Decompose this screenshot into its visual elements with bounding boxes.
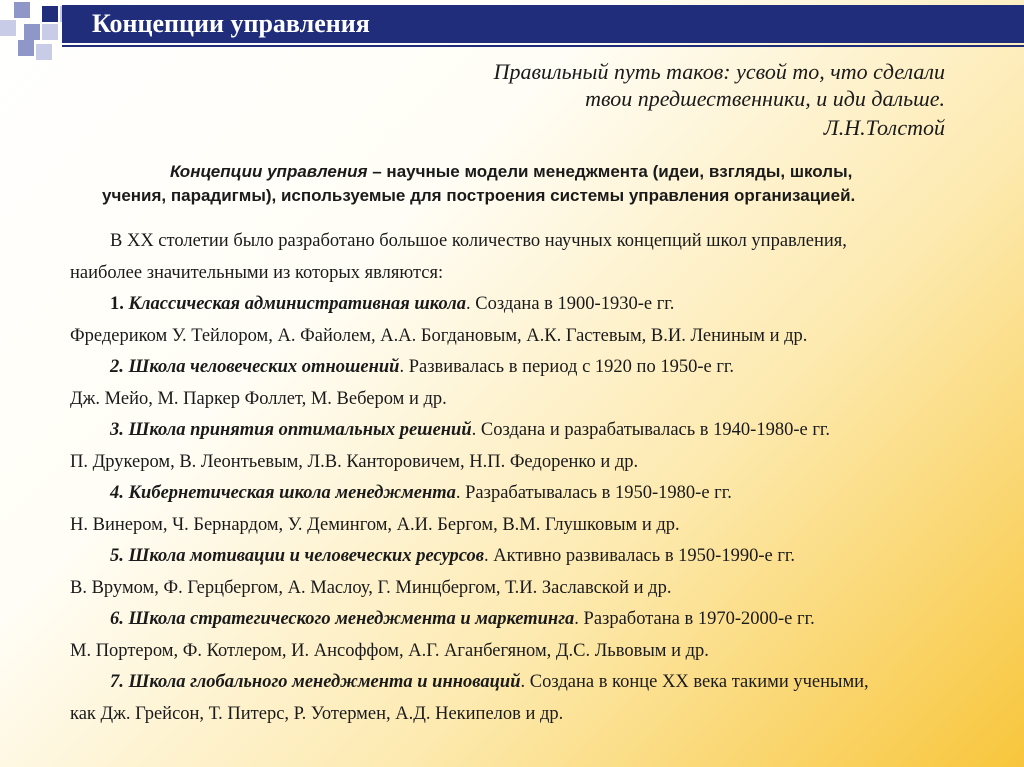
school-heading bbox=[70, 667, 1000, 699]
school-name: Школа глобального менеджмента и инноваций bbox=[128, 672, 521, 692]
definition-text-2: учения, парадигмы), используемые для построения системы управления организацией. bbox=[102, 186, 856, 205]
school-desc: . Создана в 1900-1930-е гг. bbox=[466, 294, 675, 314]
title-bar bbox=[62, 5, 1024, 43]
school-people: М. Портером, Ф. Котлером, И. Ансоффом, А.Г. Аганбегяном, Д.С. Львовым и др. bbox=[70, 640, 709, 661]
deco-square bbox=[24, 24, 40, 40]
school-name: Классическая административная школа bbox=[128, 294, 466, 314]
school-desc: . Создана в конце XX века такими учеными, bbox=[520, 672, 869, 692]
school-desc: . Создана и разрабатывалась в 1940-1980-е гг. bbox=[471, 420, 831, 440]
school-number: 7. bbox=[110, 672, 129, 692]
school-people: Фредериком У. Тейлором, А. Файолем, А.А. Богдановым, А.К. Гастевым, В.И. Лениным и др. bbox=[70, 325, 808, 346]
school-people: В. Врумом, Ф. Герцбергом, А. Маслоу, Г. Минцбергом, Т.И. Заславской и др. bbox=[70, 577, 672, 598]
school-name: Школа стратегического менеджмента и маркетинга bbox=[128, 609, 575, 629]
intro-line-1: В XX столетии было разработано большое количество научных концепций школ управления, bbox=[110, 231, 847, 251]
school-name: Школа мотивации и человеческих ресурсов bbox=[128, 546, 484, 566]
school-number: 2. bbox=[110, 357, 129, 377]
intro-line-2: наиболее значительными из которых являются: bbox=[70, 262, 444, 283]
quote-author: Л.Н.Толстой bbox=[823, 115, 945, 140]
school-desc: . Разработана в 1970-2000-е гг. bbox=[574, 609, 815, 629]
school-heading bbox=[70, 415, 1000, 447]
quote-line-2: твои предшественники, и иди дальше. bbox=[585, 86, 945, 111]
school-people: Н. Винером, Ч. Бернардом, У. Демингом, А.И. Бергом, В.М. Глушковым и др. bbox=[70, 514, 680, 535]
school-number: 1. bbox=[110, 294, 129, 314]
deco-square bbox=[0, 20, 16, 36]
school-name: Школа принятия оптимальных решений bbox=[128, 420, 472, 440]
school-desc: . Активно развивалась в 1950-1990-е гг. bbox=[483, 546, 796, 566]
school-people: как Дж. Грейсон, Т. Питерс, Р. Уотермен, А.Д. Некипелов и др. bbox=[70, 703, 564, 724]
school-heading bbox=[70, 604, 1000, 636]
school-heading bbox=[70, 289, 1000, 321]
deco-square bbox=[18, 40, 34, 56]
school-number: 5. bbox=[110, 546, 129, 566]
school-people: П. Друкером, В. Леонтьевым, Л.В. Канторовичем, Н.П. Федоренко и др. bbox=[70, 451, 639, 472]
school-desc: . Развивалась в период с 1920 по 1950-е гг. bbox=[399, 357, 735, 377]
definition-term: Концепции управления bbox=[170, 162, 368, 181]
school-heading bbox=[70, 478, 1000, 510]
definition-text-1: – научные модели менеджмента (идеи, взгляды, школы, bbox=[367, 162, 853, 181]
school-heading bbox=[70, 541, 1000, 573]
schools-text bbox=[70, 226, 1000, 730]
deco-square bbox=[14, 2, 30, 18]
definition-block bbox=[100, 160, 980, 208]
title-divider bbox=[62, 45, 1024, 47]
school-desc: . Разрабатывалась в 1950-1980-е гг. bbox=[455, 483, 732, 503]
school-number: 3. bbox=[110, 420, 129, 440]
school-name: Кибернетическая школа менеджмента bbox=[128, 483, 456, 503]
school-heading bbox=[70, 352, 1000, 384]
school-number: 4. bbox=[110, 483, 129, 503]
deco-square bbox=[36, 44, 52, 60]
school-people: Дж. Мейо, М. Паркер Фоллет, М. Вебером и др. bbox=[70, 388, 447, 409]
deco-square bbox=[42, 6, 58, 22]
school-number: 6. bbox=[110, 609, 129, 629]
slide-title: Концепции управления bbox=[92, 9, 370, 38]
deco-square bbox=[42, 24, 58, 40]
school-name: Школа человеческих отношений bbox=[128, 357, 400, 377]
quote-line-1: Правильный путь таков: усвой то, что сделали bbox=[493, 59, 945, 84]
